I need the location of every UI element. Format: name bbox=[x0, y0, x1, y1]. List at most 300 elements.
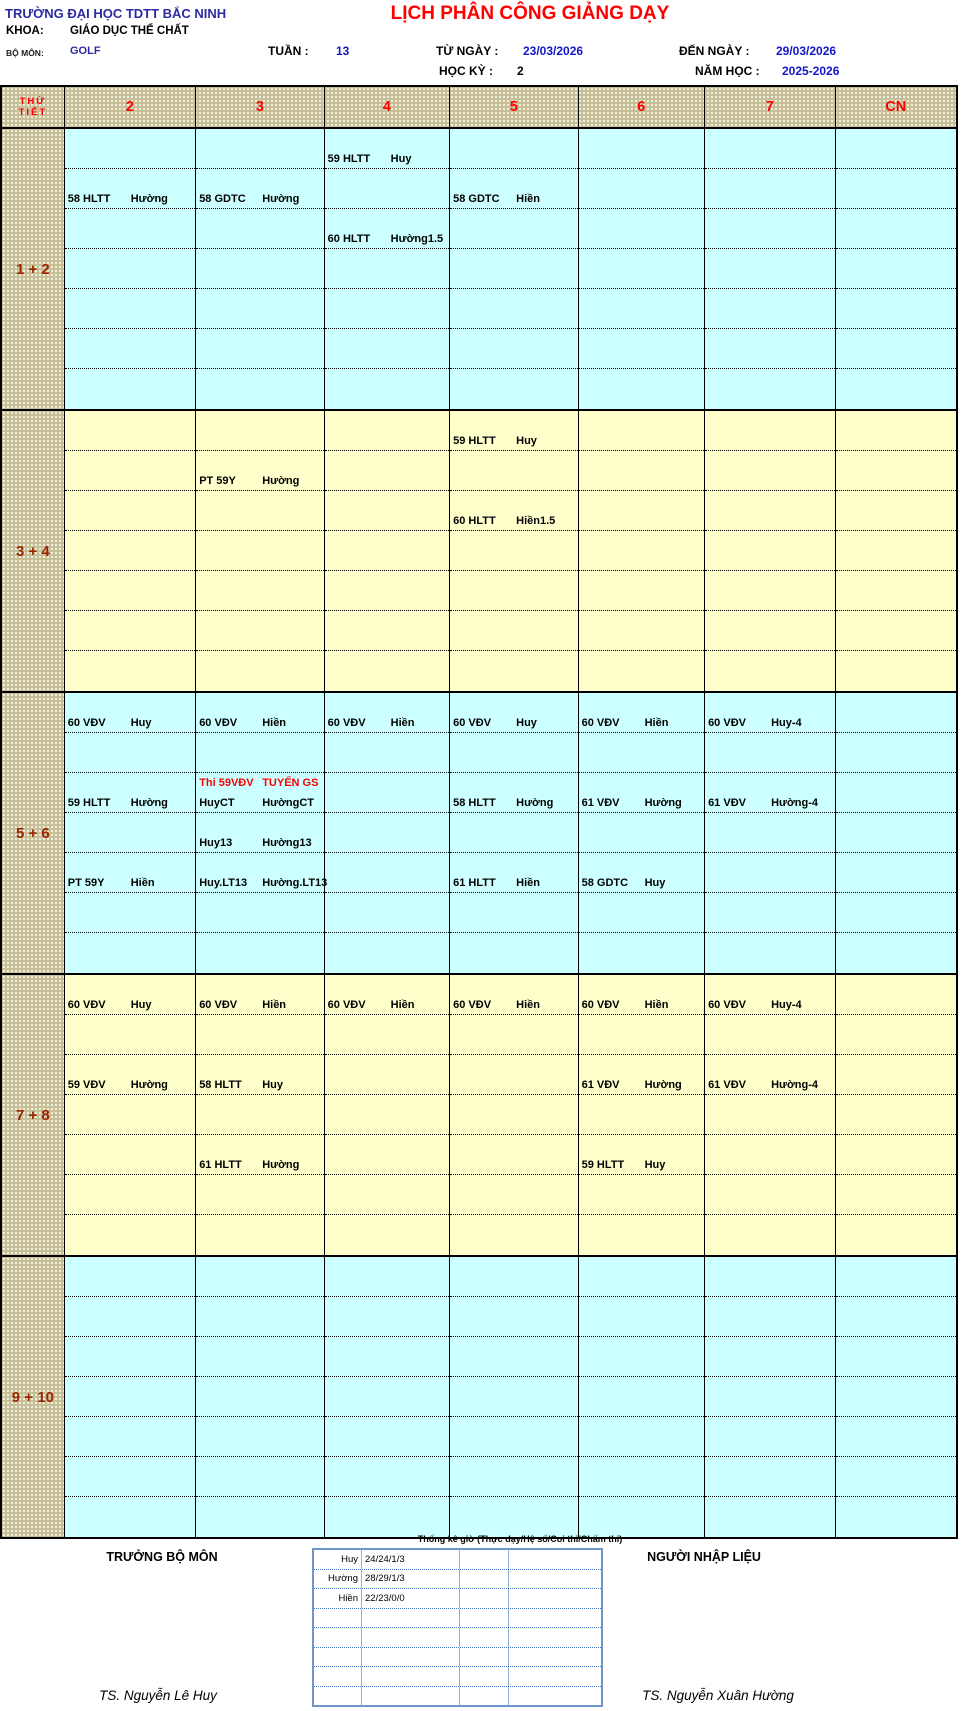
schedule-cell[interactable] bbox=[325, 933, 449, 973]
schedule-cell[interactable] bbox=[65, 129, 195, 169]
schedule-cell[interactable] bbox=[836, 1417, 956, 1457]
schedule-cell[interactable] bbox=[450, 531, 577, 571]
schedule-cell[interactable] bbox=[196, 1257, 323, 1297]
schedule-cell[interactable] bbox=[579, 531, 704, 571]
schedule-cell[interactable] bbox=[196, 129, 323, 169]
schedule-cell[interactable] bbox=[705, 209, 834, 249]
data-entry-title: NGƯỜI NHẬP LIỆU bbox=[647, 1550, 761, 1564]
page-title: LỊCH PHÂN CÔNG GIẢNG DẠY bbox=[390, 3, 670, 24]
schedule-cell[interactable] bbox=[705, 1015, 834, 1055]
schedule-cell[interactable] bbox=[450, 289, 577, 329]
schedule-cell[interactable] bbox=[836, 1457, 956, 1497]
schedule-cell[interactable] bbox=[836, 975, 956, 1015]
schedule-cell[interactable] bbox=[196, 1497, 323, 1537]
schedule-cell[interactable] bbox=[450, 249, 577, 289]
schedule-cell[interactable] bbox=[836, 933, 956, 973]
schedule-cell[interactable] bbox=[65, 411, 195, 451]
schedule-cell[interactable] bbox=[65, 249, 195, 289]
faculty-label: KHOA: bbox=[6, 25, 44, 37]
schedule-cell[interactable]: 60 VĐV Hiền bbox=[579, 975, 704, 1015]
stats-empty-cell bbox=[509, 1648, 601, 1667]
day-column bbox=[65, 411, 196, 691]
schedule-cell[interactable] bbox=[196, 329, 323, 369]
stats-teacher-hours bbox=[362, 1628, 460, 1647]
schedule-cell[interactable]: 60 VĐV Hiền bbox=[196, 975, 323, 1015]
schedule-cell[interactable] bbox=[836, 1337, 956, 1377]
schedule-cell[interactable] bbox=[705, 1417, 834, 1457]
schedule-cell[interactable] bbox=[836, 329, 956, 369]
schedule-cell[interactable]: PT 59Y Hường bbox=[196, 451, 323, 491]
schedule-cell[interactable]: 60 VĐV Huy bbox=[65, 693, 195, 733]
day-column bbox=[836, 693, 956, 973]
schedule-cell[interactable] bbox=[579, 1297, 704, 1337]
stats-row bbox=[314, 1589, 601, 1609]
schedule-cell[interactable] bbox=[705, 1215, 834, 1255]
schedule-cell[interactable] bbox=[450, 813, 577, 853]
schedule-cell[interactable] bbox=[705, 571, 834, 611]
schedule-cell[interactable]: PT 59Y Hiền bbox=[65, 853, 195, 893]
schedule-cell[interactable] bbox=[325, 169, 449, 209]
schedule-cell[interactable] bbox=[65, 1457, 195, 1497]
schedule-cell[interactable] bbox=[450, 451, 577, 491]
schedule-cell[interactable] bbox=[836, 813, 956, 853]
schedule-cell[interactable] bbox=[325, 1175, 449, 1215]
schedule-cell[interactable] bbox=[65, 329, 195, 369]
schedule-cell[interactable] bbox=[705, 1297, 834, 1337]
stats-empty-cell bbox=[509, 1609, 601, 1628]
schedule-cell[interactable] bbox=[579, 933, 704, 973]
schedule-cell[interactable]: 60 VĐV Hiền bbox=[579, 693, 704, 733]
schedule-cell[interactable] bbox=[325, 329, 449, 369]
schedule-cell[interactable] bbox=[579, 893, 704, 933]
schedule-cell[interactable] bbox=[836, 893, 956, 933]
schedule-cell[interactable] bbox=[705, 813, 834, 853]
schedule-cell[interactable] bbox=[325, 651, 449, 691]
schedule-cell[interactable] bbox=[450, 1175, 577, 1215]
schedule-cell[interactable] bbox=[579, 451, 704, 491]
schedule-cell[interactable] bbox=[450, 129, 577, 169]
schedule-cell[interactable] bbox=[450, 611, 577, 651]
schedule-cell[interactable] bbox=[325, 1257, 449, 1297]
stats-empty-cell bbox=[509, 1570, 601, 1589]
schedule-cell[interactable]: 58 GDTC Hiền bbox=[450, 169, 577, 209]
stats-teacher-hours: 22/23/0/0 bbox=[362, 1589, 460, 1608]
day-column bbox=[836, 129, 956, 409]
schedule-cell[interactable] bbox=[836, 1055, 956, 1095]
schedule-cell[interactable] bbox=[705, 733, 834, 773]
day-column bbox=[450, 693, 578, 973]
schedule-cell[interactable] bbox=[579, 651, 704, 691]
schedule-cell[interactable]: 60 HLTT Hường1.5 bbox=[325, 209, 449, 249]
schedule-cell[interactable] bbox=[325, 773, 449, 813]
schedule-cell[interactable]: 61 VĐV Hường-4 bbox=[705, 773, 834, 813]
schedule-cell[interactable]: 60 VĐV Huy-4 bbox=[705, 693, 834, 733]
schedule-cell[interactable] bbox=[450, 1135, 577, 1175]
schedule-cell[interactable] bbox=[705, 651, 834, 691]
schedule-cell[interactable] bbox=[705, 1457, 834, 1497]
schedule-cell[interactable] bbox=[450, 1297, 577, 1337]
day-column bbox=[836, 1257, 956, 1537]
stats-teacher-name: Huy bbox=[314, 1550, 362, 1569]
schedule-cell[interactable] bbox=[836, 1297, 956, 1337]
schedule-cell[interactable]: 60 VĐV Huy bbox=[65, 975, 195, 1015]
stats-teacher-name bbox=[314, 1628, 362, 1647]
schedule-cell[interactable] bbox=[836, 1377, 956, 1417]
schedule-cell[interactable] bbox=[325, 1135, 449, 1175]
day-column bbox=[65, 693, 196, 973]
schedule-cell[interactable] bbox=[196, 289, 323, 329]
stats-teacher-name: Hiền bbox=[314, 1589, 362, 1608]
schedule-cell[interactable] bbox=[196, 1377, 323, 1417]
schedule-cell[interactable] bbox=[450, 893, 577, 933]
schedule-cell[interactable] bbox=[705, 289, 834, 329]
schedule-cell[interactable] bbox=[196, 531, 323, 571]
schedule-cell[interactable] bbox=[705, 169, 834, 209]
stats-empty-cell bbox=[509, 1687, 601, 1706]
schedule-cell[interactable] bbox=[836, 129, 956, 169]
schedule-cell[interactable] bbox=[65, 1377, 195, 1417]
schedule-cell[interactable] bbox=[65, 1337, 195, 1377]
schedule-cell[interactable] bbox=[579, 611, 704, 651]
schedule-cell[interactable]: 61 VĐV Hường-4 bbox=[705, 1055, 834, 1095]
schedule-cell[interactable] bbox=[836, 289, 956, 329]
schedule-cell[interactable] bbox=[836, 491, 956, 531]
day-header-CN: CN bbox=[885, 99, 907, 115]
schedule-cell[interactable] bbox=[65, 651, 195, 691]
schedule-cell[interactable] bbox=[325, 411, 449, 451]
schedule-cell[interactable]: 59 VĐV Hường bbox=[65, 1055, 195, 1095]
schedule-cell[interactable] bbox=[705, 329, 834, 369]
schedule-cell[interactable] bbox=[65, 451, 195, 491]
head-of-department-title: TRƯỞNG BỘ MÔN bbox=[106, 1550, 218, 1564]
schedule-cell[interactable] bbox=[325, 1497, 449, 1537]
stats-empty-cell bbox=[460, 1570, 509, 1589]
period-label: 5 + 6 bbox=[2, 693, 65, 973]
schedule-cell[interactable] bbox=[450, 571, 577, 611]
schedule-cell[interactable]: 61 HLTT Hiền bbox=[450, 853, 577, 893]
stats-teacher-name bbox=[314, 1667, 362, 1686]
schedule-cell[interactable] bbox=[450, 1497, 577, 1537]
schedule-cell[interactable] bbox=[325, 369, 449, 409]
schedule-cell[interactable]: 58 GDTC Hường bbox=[196, 169, 323, 209]
stats-teacher-hours: 24/24/1/3 bbox=[362, 1550, 460, 1569]
schedule-cell[interactable] bbox=[579, 411, 704, 451]
stats-teacher-name bbox=[314, 1648, 362, 1667]
schedule-cell[interactable] bbox=[325, 611, 449, 651]
stats-empty-cell bbox=[509, 1667, 601, 1686]
schedule-cell[interactable]: 58 HLTT Huy bbox=[196, 1055, 323, 1095]
schedule-cell[interactable] bbox=[836, 369, 956, 409]
schedule-cell[interactable] bbox=[450, 329, 577, 369]
schedule-cell[interactable] bbox=[65, 571, 195, 611]
schedule-cell[interactable] bbox=[836, 1015, 956, 1055]
schedule-cell[interactable] bbox=[705, 893, 834, 933]
schedule-cell[interactable] bbox=[836, 1095, 956, 1135]
stats-empty-cell bbox=[460, 1667, 509, 1686]
schedule-cell[interactable] bbox=[196, 1175, 323, 1215]
schedule-cell[interactable] bbox=[579, 733, 704, 773]
schedule-cell[interactable] bbox=[450, 1095, 577, 1135]
schedule-cell[interactable]: 61 HLTT Hường bbox=[196, 1135, 323, 1175]
schedule-cell[interactable] bbox=[65, 611, 195, 651]
schedule-cell[interactable] bbox=[579, 813, 704, 853]
schedule-cell[interactable] bbox=[579, 1497, 704, 1537]
schedule-cell[interactable]: 59 HLTT Huy bbox=[325, 129, 449, 169]
schedule-cell[interactable] bbox=[836, 1215, 956, 1255]
schedule-cell[interactable] bbox=[836, 1497, 956, 1537]
schedule-cell[interactable] bbox=[325, 733, 449, 773]
schedule-cell[interactable] bbox=[325, 289, 449, 329]
schedule-cell[interactable] bbox=[196, 1457, 323, 1497]
schedule-cell[interactable] bbox=[705, 611, 834, 651]
schedule-cell[interactable]: Thi 59VĐV TUYẾN GS HuyCT HườngCT bbox=[196, 773, 323, 813]
schedule-cell[interactable] bbox=[196, 1095, 323, 1135]
schedule-cell[interactable] bbox=[705, 531, 834, 571]
schedule-cell[interactable] bbox=[196, 209, 323, 249]
schedule-cell[interactable] bbox=[579, 329, 704, 369]
schedule-cell[interactable] bbox=[196, 249, 323, 289]
schedule-cell[interactable] bbox=[450, 933, 577, 973]
schedule-cell[interactable] bbox=[579, 289, 704, 329]
day-column bbox=[836, 411, 956, 691]
schedule-cell[interactable] bbox=[836, 209, 956, 249]
schedule-cell[interactable] bbox=[196, 1417, 323, 1457]
schedule-cell[interactable] bbox=[325, 451, 449, 491]
schedule-cell[interactable] bbox=[705, 1175, 834, 1215]
schedule-cell[interactable] bbox=[450, 1417, 577, 1457]
schedule-cell[interactable] bbox=[836, 651, 956, 691]
schedule-cell[interactable] bbox=[579, 1015, 704, 1055]
schedule-cell[interactable] bbox=[579, 1337, 704, 1377]
schedule-cell[interactable]: 59 HLTT Hường bbox=[65, 773, 195, 813]
schedule-cell[interactable] bbox=[836, 611, 956, 651]
schedule-cell[interactable]: Huy13 Hường13 bbox=[196, 813, 323, 853]
schedule-cell[interactable] bbox=[325, 1095, 449, 1135]
schedule-cell[interactable] bbox=[325, 813, 449, 853]
day-column bbox=[196, 129, 324, 409]
schedule-cell[interactable]: 59 HLTT Huy bbox=[450, 411, 577, 451]
department-value: GOLF bbox=[70, 45, 101, 57]
schedule-cell[interactable]: 58 GDTC Huy bbox=[579, 853, 704, 893]
schedule-cell[interactable] bbox=[196, 1215, 323, 1255]
schedule-cell[interactable] bbox=[65, 893, 195, 933]
schedule-cell[interactable] bbox=[325, 893, 449, 933]
schedule-cell[interactable] bbox=[579, 1257, 704, 1297]
schedule-cell[interactable] bbox=[325, 1377, 449, 1417]
schedule-cell[interactable] bbox=[65, 1175, 195, 1215]
schedule-cell[interactable] bbox=[705, 1095, 834, 1135]
schedule-cell[interactable] bbox=[705, 491, 834, 531]
day-column bbox=[579, 1257, 705, 1537]
stats-row bbox=[314, 1687, 601, 1706]
schedule-cell[interactable]: 60 VĐV Hiền bbox=[450, 975, 577, 1015]
schedule-cell[interactable]: 60 VĐV Hiền bbox=[196, 693, 323, 733]
schedule-cell[interactable] bbox=[705, 1135, 834, 1175]
day-column bbox=[705, 975, 835, 1255]
schedule-cell[interactable] bbox=[196, 1337, 323, 1377]
schedule-cell[interactable] bbox=[325, 571, 449, 611]
schedule-cell[interactable] bbox=[450, 733, 577, 773]
schedule-cell[interactable]: 60 VĐV Huy bbox=[450, 693, 577, 733]
schedule-cell[interactable]: 60 VĐV Huy-4 bbox=[705, 975, 834, 1015]
schedule-cell[interactable] bbox=[705, 1377, 834, 1417]
schedule-cell[interactable] bbox=[196, 411, 323, 451]
schedule-cell[interactable]: 59 HLTT Huy bbox=[579, 1135, 704, 1175]
schedule-cell[interactable] bbox=[579, 571, 704, 611]
schedule-cell[interactable] bbox=[705, 933, 834, 973]
schedule-cell[interactable] bbox=[579, 491, 704, 531]
schedule-cell[interactable] bbox=[65, 1297, 195, 1337]
schedule-cell[interactable] bbox=[579, 1215, 704, 1255]
schedule-cell[interactable] bbox=[450, 1015, 577, 1055]
schedule-cell[interactable] bbox=[65, 491, 195, 531]
schedule-cell[interactable] bbox=[325, 1055, 449, 1095]
stats-row bbox=[314, 1648, 601, 1668]
schedule-cell[interactable] bbox=[65, 1497, 195, 1537]
schedule-cell[interactable] bbox=[450, 369, 577, 409]
schedule-cell[interactable] bbox=[836, 773, 956, 813]
schedule-cell[interactable] bbox=[705, 411, 834, 451]
stats-teacher-hours: 28/29/1/3 bbox=[362, 1570, 460, 1589]
schedule-cell[interactable] bbox=[196, 651, 323, 691]
schedule-cell[interactable]: 58 HLTT Hường bbox=[65, 169, 195, 209]
schedule-cell[interactable] bbox=[196, 571, 323, 611]
schedule-cell[interactable] bbox=[65, 1417, 195, 1457]
schedule-cell[interactable] bbox=[196, 933, 323, 973]
day-column bbox=[325, 1257, 450, 1537]
schedule-cell[interactable] bbox=[836, 249, 956, 289]
stats-teacher-name bbox=[314, 1609, 362, 1628]
schedule-cell[interactable] bbox=[450, 1055, 577, 1095]
schedule-cell[interactable] bbox=[450, 1337, 577, 1377]
schedule-cell[interactable] bbox=[325, 249, 449, 289]
faculty-value: GIÁO DỤC THỂ CHẤT bbox=[70, 25, 189, 37]
schedule-cell[interactable] bbox=[450, 651, 577, 691]
schedule-cell[interactable] bbox=[705, 369, 834, 409]
schedule-cell[interactable]: 60 HLTT Hiền1.5 bbox=[450, 491, 577, 531]
schedule-cell[interactable]: 61 VĐV Hường bbox=[579, 773, 704, 813]
schedule-cell[interactable] bbox=[65, 1135, 195, 1175]
schedule-cell[interactable]: 58 HLTT Hường bbox=[450, 773, 577, 813]
schedule-cell[interactable] bbox=[65, 209, 195, 249]
schedule-cell[interactable] bbox=[836, 1135, 956, 1175]
schedule-cell[interactable] bbox=[836, 531, 956, 571]
schedule-cell[interactable] bbox=[65, 1257, 195, 1297]
school-year-value: 2025-2026 bbox=[782, 64, 840, 78]
schedule-cell[interactable] bbox=[579, 1175, 704, 1215]
schedule-cell[interactable] bbox=[325, 1297, 449, 1337]
schedule-cell[interactable] bbox=[836, 1257, 956, 1297]
schedule-cell[interactable] bbox=[579, 1417, 704, 1457]
schedule-cell[interactable] bbox=[325, 531, 449, 571]
day-column bbox=[579, 693, 705, 973]
day-column bbox=[579, 129, 705, 409]
schedule-cell[interactable] bbox=[836, 693, 956, 733]
schedule-cell[interactable] bbox=[450, 1457, 577, 1497]
schedule-cell[interactable] bbox=[65, 289, 195, 329]
schedule-cell[interactable] bbox=[450, 1377, 577, 1417]
schedule-cell[interactable] bbox=[705, 1497, 834, 1537]
schedule-cell[interactable] bbox=[196, 611, 323, 651]
schedule-cell[interactable] bbox=[705, 129, 834, 169]
schedule-cell[interactable] bbox=[65, 1015, 195, 1055]
schedule-cell[interactable] bbox=[579, 1457, 704, 1497]
schedule-cell[interactable] bbox=[325, 1337, 449, 1377]
schedule-cell[interactable] bbox=[65, 531, 195, 571]
schedule-cell[interactable] bbox=[325, 491, 449, 531]
stats-empty-cell bbox=[460, 1550, 509, 1569]
schedule-cell[interactable] bbox=[65, 813, 195, 853]
stats-note: Thống kê giờ (Thực dạy/Hệ số/Coi thi/Chấm thi) bbox=[417, 1534, 623, 1544]
schedule-cell[interactable] bbox=[196, 1015, 323, 1055]
schedule-cell[interactable] bbox=[325, 1417, 449, 1457]
schedule-cell[interactable] bbox=[579, 1377, 704, 1417]
schedule-cell[interactable] bbox=[579, 1095, 704, 1135]
schedule-cell[interactable] bbox=[836, 451, 956, 491]
schedule-cell[interactable] bbox=[836, 169, 956, 209]
schedule-cell[interactable]: 60 VĐV Hiền bbox=[325, 975, 449, 1015]
schedule-cell[interactable]: 61 VĐV Hường bbox=[579, 1055, 704, 1095]
from-date-value: 23/03/2026 bbox=[523, 44, 584, 58]
day-header-4: 4 bbox=[325, 87, 450, 127]
schedule-cell[interactable] bbox=[65, 933, 195, 973]
day-column bbox=[579, 975, 705, 1255]
stats-teacher-hours bbox=[362, 1609, 460, 1628]
schedule-cell[interactable] bbox=[705, 853, 834, 893]
schedule-cell[interactable] bbox=[836, 853, 956, 893]
day-column bbox=[450, 975, 578, 1255]
schedule-cell[interactable] bbox=[450, 1257, 577, 1297]
day-header-6: 6 bbox=[579, 87, 705, 127]
schedule-cell[interactable] bbox=[65, 733, 195, 773]
schedule-cell[interactable] bbox=[65, 369, 195, 409]
schedule-cell[interactable] bbox=[705, 1257, 834, 1297]
schedule-cell[interactable] bbox=[65, 1215, 195, 1255]
schedule-cell[interactable] bbox=[65, 1095, 195, 1135]
schedule-cell[interactable] bbox=[705, 1337, 834, 1377]
schedule-cell[interactable] bbox=[450, 209, 577, 249]
schedule-cell[interactable] bbox=[196, 1297, 323, 1337]
schedule-cell[interactable] bbox=[836, 1175, 956, 1215]
schedule-cell[interactable]: Huy.LT13 Hường.LT13 bbox=[196, 853, 323, 893]
schedule-cell[interactable] bbox=[705, 451, 834, 491]
day-column bbox=[705, 129, 835, 409]
schedule-cell[interactable] bbox=[705, 249, 834, 289]
schedule-cell[interactable]: 60 VĐV Hiền bbox=[325, 693, 449, 733]
schedule-cell[interactable] bbox=[325, 1215, 449, 1255]
schedule-cell[interactable] bbox=[579, 129, 704, 169]
day-column bbox=[705, 693, 835, 973]
schedule-cell[interactable] bbox=[196, 369, 323, 409]
schedule-cell[interactable] bbox=[196, 491, 323, 531]
stats-row bbox=[314, 1609, 601, 1629]
schedule-cell[interactable] bbox=[579, 369, 704, 409]
schedule-cell[interactable] bbox=[325, 1457, 449, 1497]
day-column bbox=[450, 129, 578, 409]
schedule-cell[interactable] bbox=[325, 1015, 449, 1055]
schedule-cell[interactable] bbox=[579, 249, 704, 289]
schedule-cell[interactable] bbox=[196, 893, 323, 933]
stats-empty-cell bbox=[509, 1628, 601, 1647]
day-column bbox=[196, 693, 328, 973]
schedule-cell[interactable] bbox=[196, 733, 323, 773]
schedule-cell[interactable] bbox=[450, 1215, 577, 1255]
schedule-cell[interactable] bbox=[579, 169, 704, 209]
schedule-cell[interactable] bbox=[836, 411, 956, 451]
schedule-cell[interactable] bbox=[836, 733, 956, 773]
schedule-cell[interactable] bbox=[579, 209, 704, 249]
schedule-cell[interactable] bbox=[836, 571, 956, 611]
